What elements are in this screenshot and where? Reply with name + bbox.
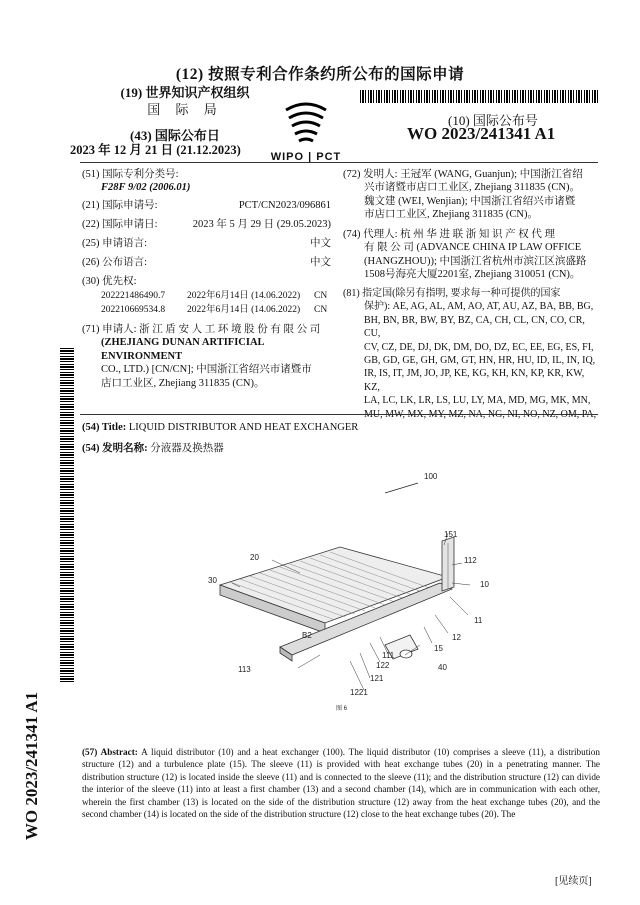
abstract [82,746,600,820]
agent [343,228,601,282]
publication-number: WO 2023/241341 A1 [407,124,556,143]
agent-line: (74) 代理人: 杭 州 华 进 联 浙 知 识 产 权 代 理 [343,229,556,240]
patent-figure [180,465,500,715]
title-zh-label: (54) 发明名称: [82,443,148,454]
designated-states-line: LA, LC, LK, LR, LS, LU, LY, MA, MD, MG, MK, MN, [364,395,591,407]
ref-label: 121 [370,674,384,683]
application-number: PCT/CN2023/096861 [238,200,331,211]
title-en-label: (54) Title: [82,422,127,433]
title-en [82,422,358,433]
barcode-top [360,90,600,103]
bibliographic-divider [80,414,598,415]
designated-states-line: 保护): AE, AG, AL, AM, AO, AT, AU, AZ, BA, BB, BG, [364,301,594,313]
application-number-label: (21) 国际申请号: [82,200,158,211]
title-en-text: LIQUID DISTRIBUTOR AND HEAT EXCHANGER [128,422,359,433]
publication-date: 2023 年 12 月 21 日 (21.12.2023) [70,143,241,157]
issuing-organization [105,84,265,118]
priority-country: CN [314,291,328,301]
ref-label: 40 [438,663,447,672]
ref-label: 12 [452,633,461,642]
designated-states-line: (81) 指定国(除另有指明, 要求每一种可提供的国家 [343,288,561,299]
publication-language: 中文 [310,257,331,268]
filing-language-label: (25) 申请语言: [82,238,148,249]
leader-line [385,483,418,493]
designated-states-line: GB, GD, GE, GH, GM, GT, HN, HR, HU, ID, IL, IN, IQ, [364,355,596,367]
priority-label: (30) 优先权: [82,276,137,287]
org-name: (19) 世界知识产权组织 [120,85,250,100]
applicant-line: 店口工业区, Zhejiang 311835 (CN)。 [101,377,265,389]
priority-date: 2022年6月14日 (14.06.2022) [187,291,301,301]
ref-label: 122 [376,661,390,670]
priority-date: 2022年6月14日 (14.06.2022) [187,305,301,315]
agent-line: 有 限 公 司 (ADVANCE CHINA IP LAW OFFICE [364,242,582,254]
designated-states-line: MU, MW, MX, MY, MZ, NA, NG, NI, NO, NZ, OM, PA, [364,408,597,420]
ref-label: 15 [434,644,443,653]
inventor-line: 兴市诸暨市店口工业区, Zhejiang 311835 (CN)。 [364,182,581,194]
figure-caption: 图 6 [336,706,348,712]
inventor-line: (72) 发明人: 王冠军 (WANG, Guanjun); 中国浙江省绍 [343,169,583,180]
designated-states-line: CV, CZ, DE, DJ, DK, DM, DO, DZ, EC, EE, EG, ES, FI, [364,341,594,353]
ref-label: B2 [302,631,312,640]
title-zh-text: 分液器及换热器 [150,443,224,454]
agent-line: (HANGZHOU)); 中国浙江省杭州市滨江区滨盛路 [364,255,587,267]
publication-date-label: (43) 国际公布日 [130,128,220,143]
applicant [82,323,332,390]
ipc-value: F28F 9/02 (2006.01) [101,182,191,193]
header-divider [80,162,598,163]
priority-number: 202210669534.8 [101,305,166,315]
filing-date-label: (22) 国际申请日: [82,219,158,230]
inventor-line: 市店口工业区, Zhejiang 311835 (CN)。 [364,209,539,221]
ref-label: 112 [464,556,477,565]
ref-label: 30 [208,576,217,585]
designated-states [343,287,601,421]
publication-language-label: (26) 公布语言: [82,257,148,268]
side-publication-number: WO 2023/241341 A1 [22,691,41,841]
designated-states-line: BH, BN, BR, BW, BY, BZ, CA, CH, CL, CN, CO, CR, CU, [364,314,585,340]
ref-label: 11 [474,616,483,625]
ref-label: 1221 [350,688,368,697]
abstract-text: A liquid distributor (10) and a heat exchanger (100). The liquid distributor (10) comprises a sleeve (11), a distribution structure (12) and a turbulence plate (15). The sleeve (11) is provided with heat exchange tubes (20) in a penetrating manner. The distribution structure (12) is located inside the sleeve (11) and is connected to the sleeve (11); and the distribution structure (12) can divide the interior of the sleeve (11) into at least a first chamber (13) and a second chamber (14), which are in communication with each other, wherein the first chamber (13) is located on the side of the distribution structure (12) away from the heat exchange tubes (20), and the second chamber (14) is located on the side of the distribution structure (12) close to the heat exchange tubes (20). The [82,747,600,820]
title-zh [82,440,224,455]
continued-marker: [见续页] [555,876,592,887]
org-bureau: 国 际 局 [147,102,223,117]
agent-line: 1508号海亮大厦2201室, Zhejiang 310051 (CN)。 [364,269,581,281]
ref-label: 151 [444,530,458,539]
publication-number-label: (10) 国际公布号 [448,113,538,128]
filing-language: 中文 [310,238,331,249]
document-title: (12) 按照专利合作条约所公布的国际申请 [175,66,465,83]
applicant-line: (71) 申请人: 浙 江 盾 安 人 工 环 境 股 份 有 限 公 司 [82,324,321,335]
inventors [343,168,601,222]
inventor-line: 魏文建 (WEI, Wenjian); 中国浙江省绍兴市诸暨 [364,195,576,207]
wipo-logo-text: WIPO | PCT [270,151,342,163]
ref-label: 10 [480,580,489,589]
ipc-label: (51) 国际专利分类号: [82,169,179,180]
designated-states-line: IR, IS, IT, JM, JO, JP, KE, KG, KH, KN, KP, KR, KW, KZ, [364,368,585,393]
priority-country: CN [314,305,328,315]
ref-label: 111 [382,651,395,660]
priority-number: 202221486490.7 [101,291,166,301]
ref-label: 100 [424,472,438,481]
barcode-side [60,348,74,683]
applicant-line: CO., LTD.) [CN/CN]; 中国浙江省绍兴市诸暨市 [101,364,312,376]
ref-label: 20 [250,553,259,562]
applicant-line: (ZHEJIANG DUNAN ARTIFICIAL ENVIRONMENT [101,337,264,362]
abstract-label: (57) Abstract: [82,747,138,757]
filing-date: 2023 年 5 月 29 日 (29.05.2023) [192,219,331,230]
wipo-logo [266,102,346,163]
wipo-emblem-icon [276,102,336,144]
ref-label: 113 [238,665,251,674]
